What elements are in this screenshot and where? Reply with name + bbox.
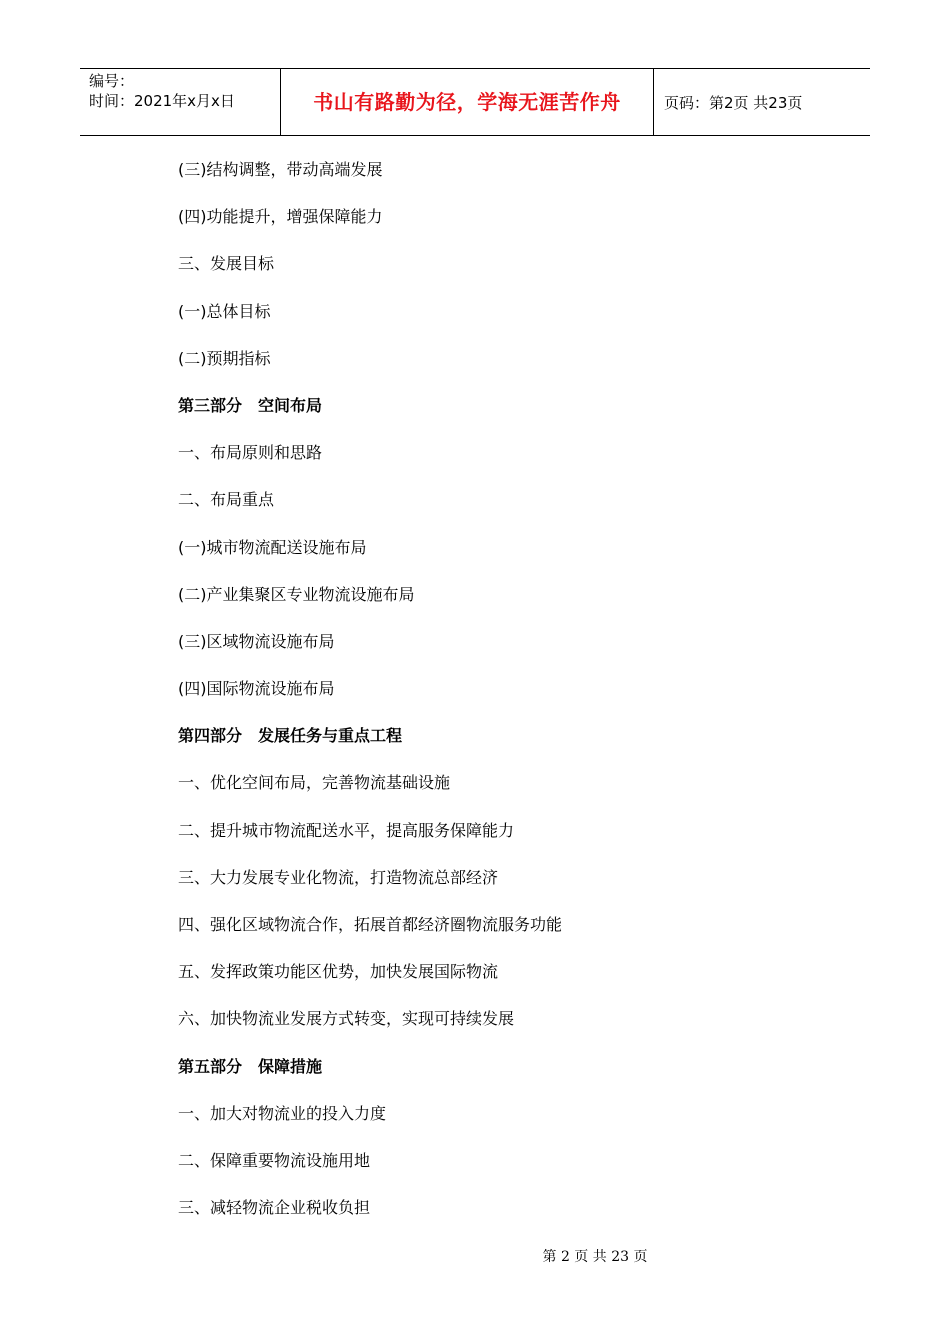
outline-item: (一)总体目标 xyxy=(178,301,271,321)
outline-content xyxy=(178,155,878,1240)
page-footer: 第 2 页 共 23 页 xyxy=(542,1249,648,1265)
outline-item: (三)结构调整，带动高端发展 xyxy=(178,160,383,179)
outline-item: (四)国际物流设施布局 xyxy=(178,679,335,699)
section-heading: 第四部分 发展任务与重点工程 xyxy=(178,726,403,746)
outline-item: 三、减轻物流企业税收负担 xyxy=(178,1198,371,1218)
outline-item: 三、发展目标 xyxy=(178,254,275,274)
outline-item: (三)区域物流设施布局 xyxy=(178,631,335,651)
header-motto: 书山有路勤为径，学海无涯苦作舟 xyxy=(281,69,654,135)
outline-item: (四)功能提升，增强保障能力 xyxy=(178,207,383,227)
page-header xyxy=(80,68,870,136)
outline-item: 二、提升城市物流配送水平，提高服务保障能力 xyxy=(178,820,515,840)
document-number-label: 编号： xyxy=(89,72,135,90)
outline-item: (二)产业集聚区专业物流设施布局 xyxy=(178,584,415,604)
header-page-info: 页码：第2页 共23页 xyxy=(664,94,803,112)
outline-item: 一、加大对物流业的投入力度 xyxy=(178,1103,387,1123)
outline-item: 四、强化区域物流合作，拓展首都经济圈物流服务功能 xyxy=(178,915,563,934)
outline-item: 二、布局重点 xyxy=(178,490,275,510)
section-heading: 第五部分 保障措施 xyxy=(178,1056,323,1076)
document-time-label: 时间：2021年x月x日 xyxy=(89,92,235,110)
section-heading: 第三部分 空间布局 xyxy=(178,395,323,415)
outline-item: (一)城市物流配送设施布局 xyxy=(178,537,367,557)
outline-item: 三、大力发展专业化物流，打造物流总部经济 xyxy=(178,867,499,887)
outline-item: 二、保障重要物流设施用地 xyxy=(178,1150,371,1170)
outline-item: 六、加快物流业发展方式转变，实现可持续发展 xyxy=(178,1009,515,1029)
header-meta xyxy=(80,69,281,135)
outline-item: (二)预期指标 xyxy=(178,348,271,368)
outline-item: 一、布局原则和思路 xyxy=(178,443,323,463)
outline-item: 一、优化空间布局，完善物流基础设施 xyxy=(178,773,451,793)
outline-item: 五、发挥政策功能区优势，加快发展国际物流 xyxy=(178,962,499,982)
